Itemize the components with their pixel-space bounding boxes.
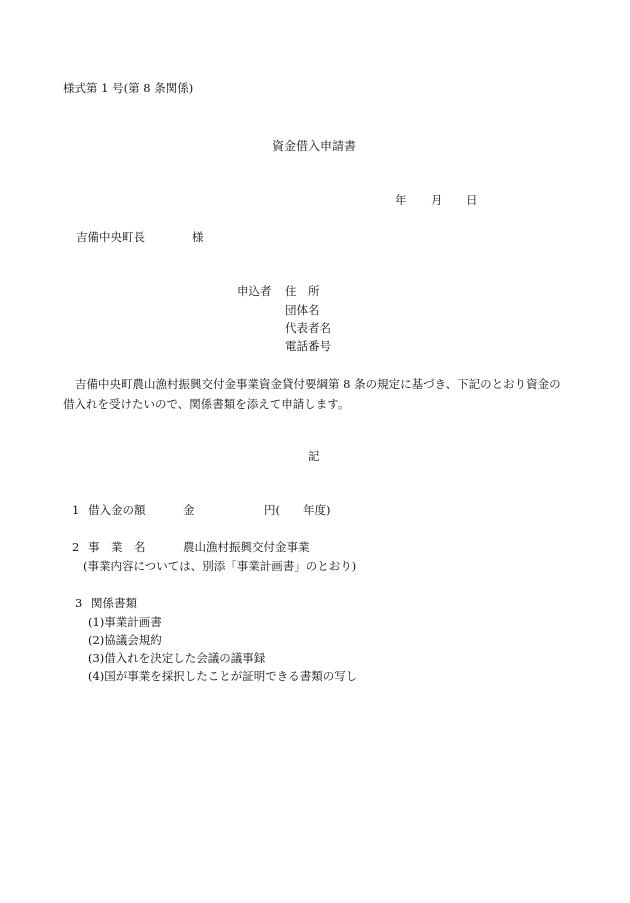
item-3-number: 3 bbox=[75, 596, 83, 610]
item-2-label: 事 業 名 bbox=[88, 540, 146, 554]
date-month-label: 月 bbox=[431, 193, 443, 207]
item-1-number: 1 bbox=[72, 503, 80, 517]
form-number: 様式第 1 号(第 8 条関係) bbox=[63, 81, 194, 95]
document-list-item: (3)借入れを決定した会議の議事録 bbox=[88, 651, 266, 665]
body-line-2: 借入れを受けたいので、関係書類を添えて申請します。 bbox=[63, 397, 350, 411]
item-2-number: 2 bbox=[72, 540, 80, 554]
date-year-label: 年 bbox=[395, 193, 407, 207]
document-title: 資金借入申請書 bbox=[272, 139, 357, 153]
body-paragraph bbox=[63, 374, 563, 414]
item-1-currency: 金 bbox=[183, 503, 195, 517]
item-2-value: 農山漁村振興交付金事業 bbox=[183, 540, 310, 554]
applicant-label: 申込者 bbox=[237, 284, 272, 298]
body-line-1: 吉備中央町農山漁村振興交付金事業資金貸付要綱第 8 条の規定に基づき、下記のとおり資金の bbox=[75, 377, 561, 391]
item-1-label: 借入金の額 bbox=[88, 503, 146, 517]
addressee-honorific: 様 bbox=[192, 230, 204, 244]
document-list-item: (4)国が事業を採択したことが証明できる書類の写し bbox=[88, 669, 358, 683]
document-list-item: (1)事業計画書 bbox=[88, 615, 162, 629]
date-day-label: 日 bbox=[466, 193, 478, 207]
addressee-name: 吉備中央町長 bbox=[76, 230, 145, 244]
applicant-field-phone: 電話番号 bbox=[285, 339, 331, 353]
item-1-fiscal-year: 年度) bbox=[303, 503, 331, 517]
item-3-label: 関係書類 bbox=[91, 596, 137, 610]
ki-heading: 記 bbox=[308, 449, 320, 463]
document-list-item: (2)協議会規約 bbox=[88, 633, 162, 647]
item-1-unit: 円( bbox=[264, 503, 280, 517]
applicant-field-group-name: 団体名 bbox=[285, 303, 320, 317]
applicant-field-address: 住 所 bbox=[285, 284, 320, 298]
applicant-field-representative: 代表者名 bbox=[285, 321, 331, 335]
item-2-note: (事業内容については、別添「事業計画書」のとおり) bbox=[83, 559, 357, 573]
